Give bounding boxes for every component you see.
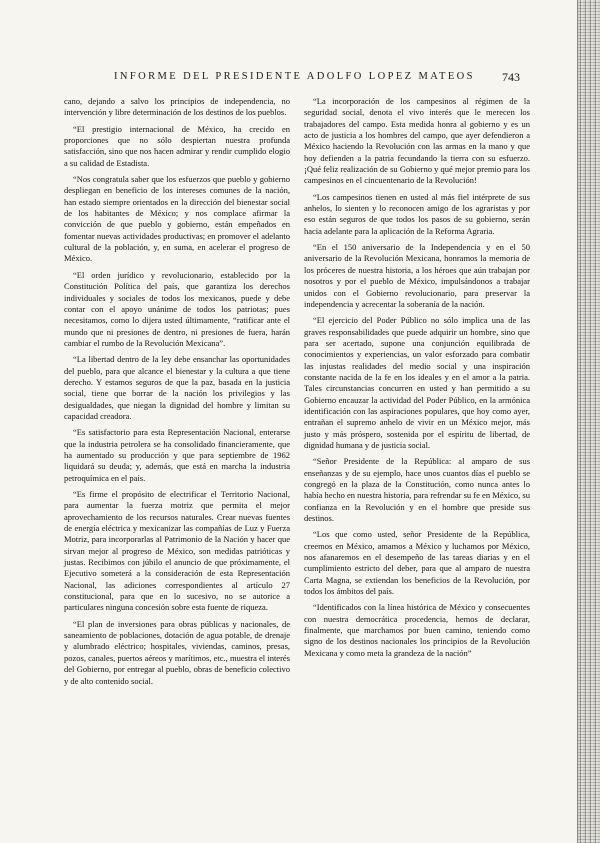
paragraph: “Nos congratula saber que los esfuerzos que pueblo y gobierno despliegan en beneficio de los intereses comunes de la nación, han estado siempre orientados en la dirección del bienestar social de los habitantes de México; y nos complace afirmar la convicción de que pueblo y gobierno, están empeñados en fomentar nuevas actividades productivas; en promover el adelanto cultural de la población, y, en suma, en acelerar el progreso de México. [64, 174, 290, 264]
left-column [64, 96, 290, 692]
paragraph: “En el 150 aniversario de la Independencia y en el 50 aniversario de la Revolución Mexicana, honramos la memoria de los próceres de nuestra historia, a los héroes que aún trabajan por nosotros y por el pueblo de México, impulsándonos a trabajar unidos con el Gobierno revolucionario, para preservar la independencia y acrecentar la soberanía de la nación. [304, 242, 530, 309]
paragraph: “La incorporación de los campesinos al régimen de la seguridad social, denota el vivo interés que le merecen los trabajadores del campo. Esta medida honra al gobierno y es un acto de justicia a los hombres del campo, que ayer defendieron a México haciendo la Revolución con las armas en la mano y que hoy defienden a la patria fecundando la tierra con su esfuerzo. ¡Qué feliz realización de su Gobierno y qué mejor premio para los campesinos en el cincuentenario de la Revolución! [304, 96, 530, 186]
paragraph: “Los campesinos tienen en usted al más fiel intérprete de sus anhelos, lo sienten y lo reconocen amigo de los agraristas y por eso están seguros de que todos los pasos de su gobierno, serán hacia adelante para la aplicación de la Reforma Agraria. [304, 191, 530, 236]
paragraph: “El plan de inversiones para obras públicas y nacionales, de saneamiento de poblaciones, dotación de agua potable, de drenaje y alumbrado eléctrico; hospitales, viviendas, caminos, presas, pozos, canales, puertos aéreos y marítimos, etc., muestra el interés del Gobierno, por entregar al pueblo, obras de beneficio colectivo y de alto contenido social. [64, 618, 290, 686]
running-header: INFORME DEL PRESIDENTE ADOLFO LOPEZ MATEOS [114, 71, 475, 82]
paragraph: “La libertad dentro de la ley debe ensanchar las oportunidades del pueblo, para que alcance el bienestar y la cultura a que tiene derecho. Y estamos seguros de que la paz, basada en la justicia social, tiene que borrar de la nación los privilegios y las desigualdades, que niegan la dignidad del hombre y limitan su capacidad creadora. [64, 354, 290, 421]
paragraph: “Los que como usted, señor Presidente de la República, creemos en México, amamos a México y luchamos por México, nos afanaremos en el desempeño de las tareas diarias y en el cumplimiento estricto del deber, para que al amparo de nuestra Carta Magna, se extiendan los beneficios de la Revolución, por todos los ámbitos del país. [304, 529, 530, 597]
paragraph: “Es firme el propósito de electrificar el Territorio Nacional, para aumentar la fuerza motriz que permita el mejor aprovechamiento de los recursos naturales. Crear nuevas fuentes de energía eléctrica y mexicanizar las compañías de Luz y Fuerza Motriz, para incorporarlas al Patrimonio de la Nación y hacer que sirvan mejor al progreso de México, son medidas patrióticas y justas. Recibimos con júbilo el anuncio de que próximamente, el Ejecutivo someterá a la consideración de esta Representación Nacional, las adiciones correspondientes al artículo 27 constitucional, para que en lo sucesivo, no se autorice a particulares ninguna concesión sobre esta fuente de riqueza. [64, 489, 290, 613]
page-number: 743 [502, 70, 520, 84]
paragraph: “El ejercicio del Poder Público no sólo implica una de las graves responsabilidades que puede adquirir un hombre, sino que para ser acertado, supone una conjunción equilibrada de conocimientos y experiencias, un valor esforzado para combatir las injustas realidades del medio social y una inspiración constante nacida de la fe en los ideales y en el amor a la patria. Tales circunstancias concurren en usted y han permitido a su Gobierno encauzar la actividad del Poder Público, en la armónica identificación con las aspiraciones populares, que hoy como ayer, entrañan el supremo anhelo de vivir en un México mejor, más justo y más próspero, sostenida por el espíritu de libertad, de dignidad humana y de justicia social. [304, 315, 530, 450]
paragraph: “Señor Presidente de la República: al amparo de sus enseñanzas y de su ejemplo, hace unos cuantos días el pueblo se congregó en la plaza de la Constitución, como nunca antes lo había hecho en nuestra historia, para refrendar su fe en México, su confianza en la Revolución y en el hombre que preside sus destinos. [304, 456, 530, 524]
paragraph: cano, dejando a salvo los principios de independencia, no intervención y libre determinación de los destinos de los pueblos. [64, 96, 290, 118]
paragraph: “El prestigio internacional de México, ha crecido en proporciones que no sólo despiertan nuestra profunda satisfacción, sino que nos hacen admirar y rendir cumplido elogio a su calidad de Estadista. [64, 123, 290, 168]
paragraph: “El orden jurídico y revolucionario, establecido por la Constitución Política del país, que garantiza los derechos individuales y sociales de todos los mexicanos, puede y debe contar con el apoyo unánime de todos los patriotas; pues necesitamos, como lo dijera usted últimamente, “ratificar ante el mundo que ni presiones de dentro, ni presiones de fuera, harán cambiar el rumbo de la Revolución Mexicana”. [64, 269, 290, 348]
book-page-edge [577, 0, 600, 843]
paragraph: “Identificados con la línea histórica de México y consecuentes con nuestra democrática procedencia, hemos de declarar, finalmente, que marchamos por buen camino, teniendo como signo de los destinos nacionales los principios de la Revolución Mexicana y como meta la grandeza de la nación” [304, 602, 530, 658]
paragraph: “Es satisfactorio para esta Representación Nacional, enterarse que la industria petrolera se ha consolidado financieramente, que ha aumentado su producción y que para septiembre de 1962 liquidará su deuda; y, además, que está en marcha la industria petroquímica en el país. [64, 427, 290, 483]
right-column [304, 96, 530, 664]
